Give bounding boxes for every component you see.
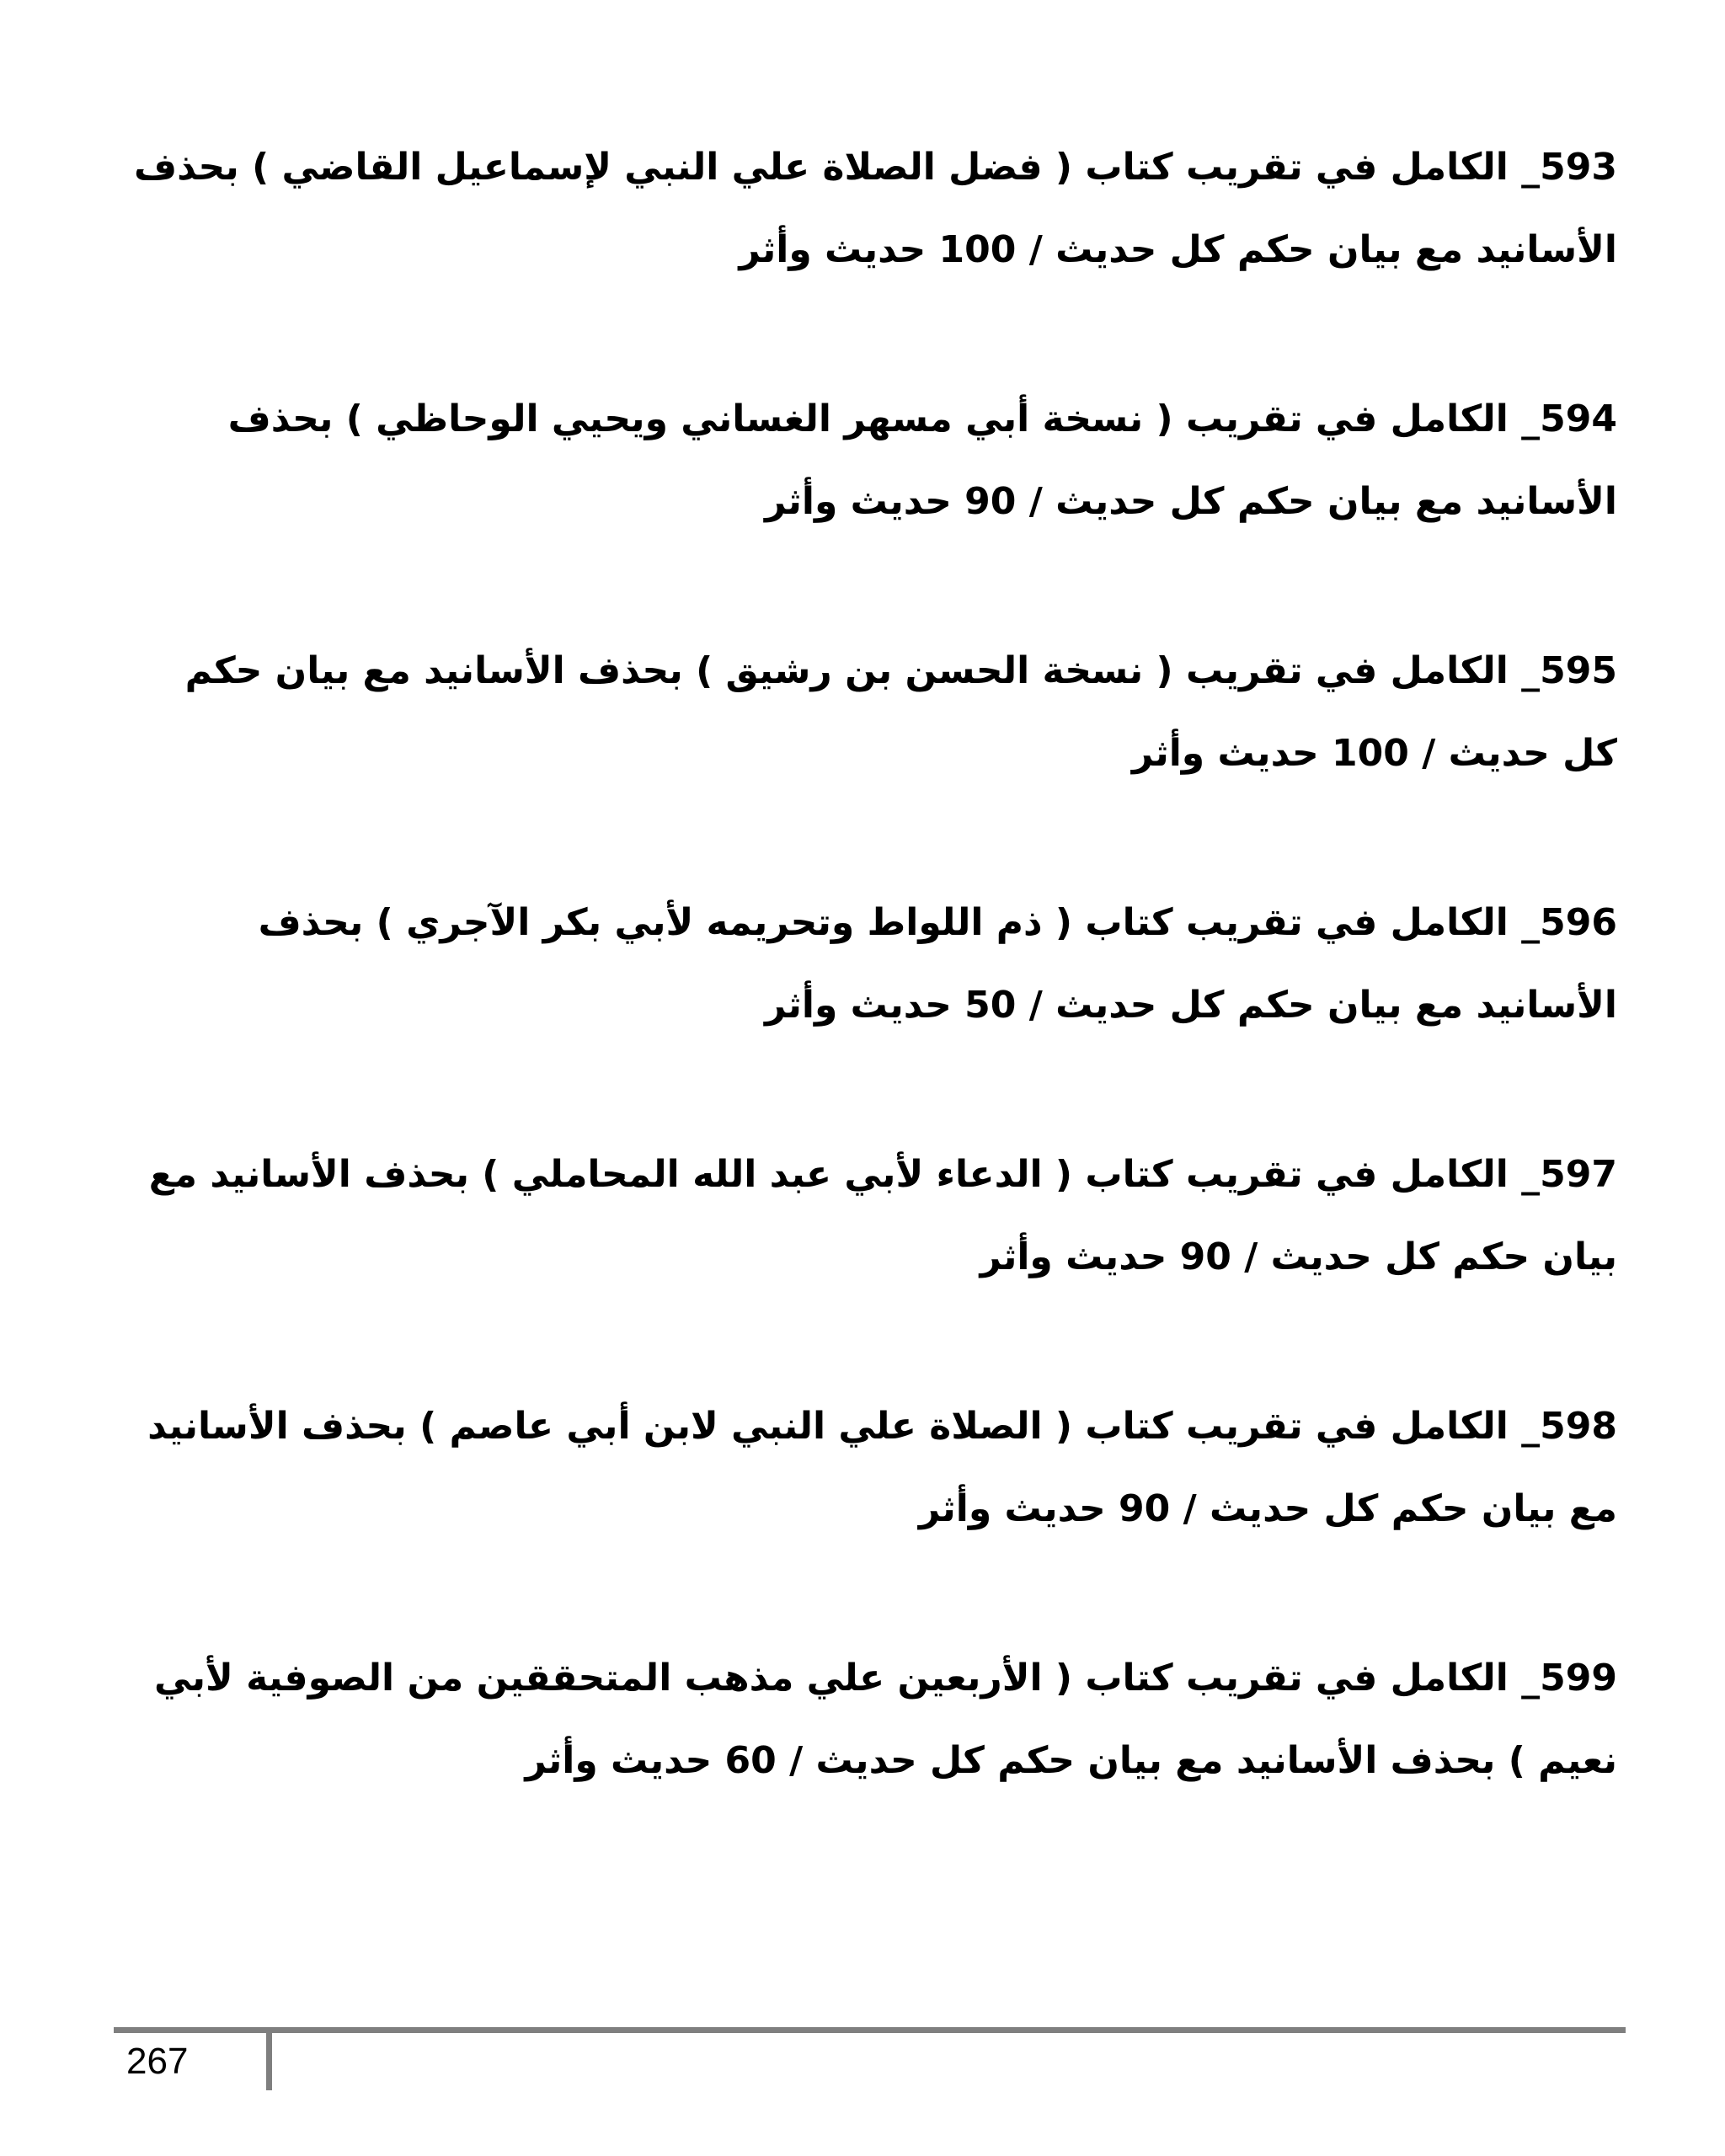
entry-text: الكامل في تقريب كتاب ( فضل الصلاة علي النبي لإسماعيل القاضي ) بحذف الأسانيد مع بيان حكم كل حديث / 100 حديث وأثر: [133, 146, 1617, 271]
entry-number: 593_: [1521, 146, 1617, 189]
footer-divider: [114, 2027, 1626, 2033]
list-item: [126, 882, 1617, 1047]
entry-number: 596_: [1521, 901, 1617, 944]
page-number: 267: [126, 2041, 189, 2082]
entry-text: الكامل في تقريب كتاب ( الأربعين علي مذهب المتحققين من الصوفية لأبي نعيم ) بحذف الأسانيد مع بيان حكم كل حديث / 60 حديث وأثر: [154, 1657, 1617, 1782]
entry-text: الكامل في تقريب كتاب ( الدعاء لأبي عبد الله المحاملي ) بحذف الأسانيد مع بيان حكم كل حديث / 90 حديث وأثر: [148, 1153, 1617, 1278]
entry-number: 594_: [1521, 398, 1617, 440]
footer-divider-tick: [266, 2027, 272, 2090]
list-item: [126, 1134, 1617, 1299]
entry-text: الكامل في تقريب كتاب ( الصلاة علي النبي لابن أبي عاصم ) بحذف الأسانيد مع بيان حكم كل حديث / 90 حديث وأثر: [147, 1405, 1617, 1530]
entry-text: الكامل في تقريب كتاب ( ذم اللواط وتحريمه لأبي بكر الآجري ) بحذف الأسانيد مع بيان حكم كل حديث / 50 حديث وأثر: [258, 901, 1617, 1027]
list-item: [126, 1637, 1617, 1802]
entry-list: [126, 126, 1617, 1889]
list-item: [126, 126, 1617, 291]
list-item: [126, 1385, 1617, 1550]
entry-text: الكامل في تقريب ( نسخة الحسن بن رشيق ) بحذف الأسانيد مع بيان حكم كل حديث / 100 حديث وأثر: [184, 649, 1617, 775]
entry-number: 597_: [1521, 1153, 1617, 1196]
entry-number: 599_: [1521, 1657, 1617, 1700]
list-item: [126, 630, 1617, 795]
entry-text: الكامل في تقريب ( نسخة أبي مسهر الغساني ويحيي الوحاظي ) بحذف الأسانيد مع بيان حكم كل حديث / 90 حديث وأثر: [227, 398, 1617, 523]
entry-number: 598_: [1521, 1405, 1617, 1448]
entry-number: 595_: [1521, 649, 1617, 692]
list-item: [126, 378, 1617, 543]
